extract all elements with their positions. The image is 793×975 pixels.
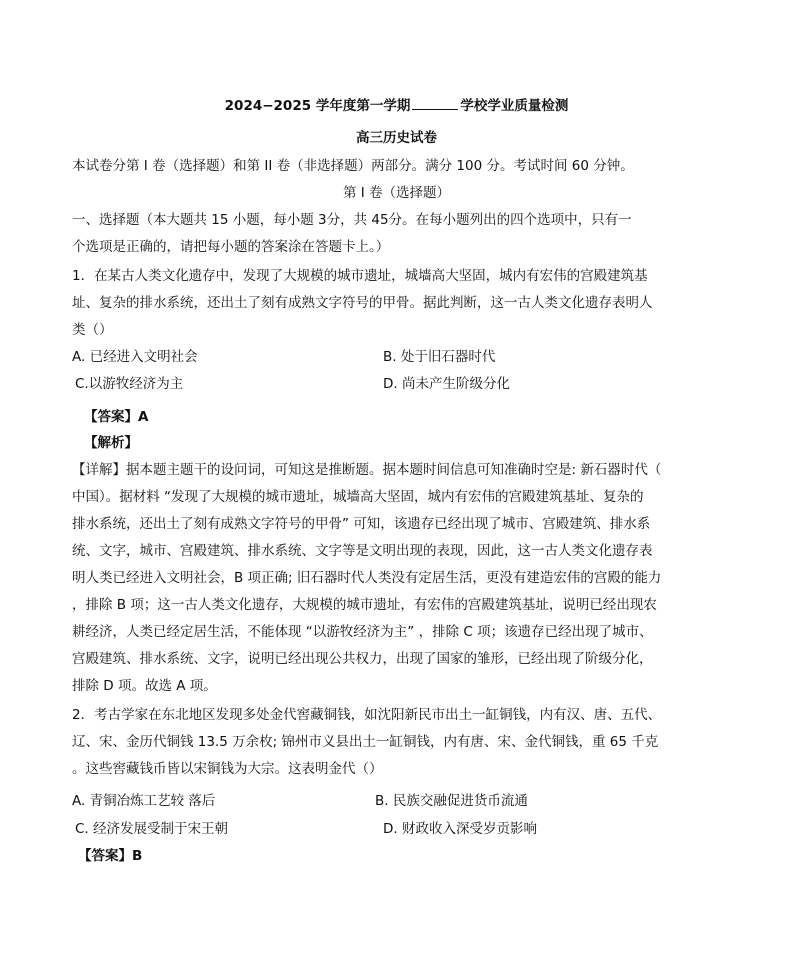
analysis-line: 宫殿建筑、排水系统、文字，说明已经出现公共权力，出现了国家的雏形，已经出现了阶级分化， xyxy=(72,651,653,667)
analysis-line: 明人类已经进入文明社会，B 项正确; 旧石器时代人类没有定居生活，更没有建造宏伟的宫殿的能力 xyxy=(72,570,662,586)
question-stem-line: 址、复杂的排水系统，还出土了刻有成熟文字符号的甲骨。据此判断，这一古人类文化遗存表明人 xyxy=(72,295,653,311)
option-d: D. 尚未产生阶级分化 xyxy=(383,376,510,392)
instruction-line: 一、选择题（本大题共 15 小题，每小题 3分，共 45分。在每小题列出的四个选项中，只有一 xyxy=(72,212,632,228)
page-title xyxy=(0,95,793,116)
option-b: B. 民族交融促进货币流通 xyxy=(375,793,528,809)
question-stem-line: 类（） xyxy=(72,322,113,338)
analysis-label: 【解析】 xyxy=(84,435,138,451)
question-stem-line: 2．考古学家在东北地区发现多处金代窖藏铜钱，如沈阳新民市出土一缸铜钱，内有汉、唐、五代、 xyxy=(72,707,662,723)
option-c: C. 经济发展受制于宋王朝 xyxy=(75,821,229,837)
option-a: A. 已经进入文明社会 xyxy=(72,349,198,365)
exam-intro: 本试卷分第 I 卷（选择题）和第 II 卷（非选择题）两部分。满分 100 分。考试时间 60 分钟。 xyxy=(72,158,634,174)
instruction-line: 个选项是正确的，请把每小题的答案涂在答题卡上。） xyxy=(72,239,390,255)
section-title: 第 I 卷（选择题） xyxy=(342,185,451,201)
analysis-line: 排除 D 项。故选 A 项。 xyxy=(72,678,217,694)
analysis-line: 中国）。据材料 “发现了大规模的城市遗址，城墙高大坚固，城内有宏伟的宫殿建筑基址、复杂的 xyxy=(72,489,644,505)
analysis-line: 【详解】据本题主题干的设问词，可知这是推断题。据本题时间信息可知准确时空是: 新石器时代（ xyxy=(72,462,662,478)
analysis-line: 耕经济，人类已经定居生活，不能体现 “以游牧经济为主” ，排除 C 项；该遗存已经出现了城市、 xyxy=(72,624,653,640)
option-b: B. 处于旧石器时代 xyxy=(383,349,496,365)
title-prefix: 2024−2025 学年度第一学期 xyxy=(224,98,411,114)
answer-label: 【答案】A xyxy=(84,409,149,425)
option-c: C.以游牧经济为主 xyxy=(75,376,184,392)
question-stem-line: 辽、宋、金历代铜钱 13.5 万余枚; 锦州市义县出土一缸铜钱，内有唐、宋、金代铜钱，重 65 千克 xyxy=(72,734,659,750)
answer-label: 【答案】B xyxy=(78,848,143,864)
page-subtitle: 高三历史试卷 xyxy=(356,130,437,146)
title-suffix: 学校学业质量检测 xyxy=(460,98,569,114)
question-stem-line: 1．在某古人类文化遗存中，发现了大规模的城市遗址，城墙高大坚固，城内有宏伟的宫殿建筑基 xyxy=(72,268,648,284)
question-stem-line: 。这些窖藏钱币皆以宋铜钱为大宗。这表明金代（） xyxy=(72,761,383,777)
analysis-line: 排水系统，还出土了刻有成熟文字符号的甲骨” 可知，该遗存已经出现了城市、宫殿建筑、排水系 xyxy=(72,516,651,532)
analysis-line: 统、文字，城市、宫殿建筑、排水系统、文字等是文明出现的表现，因此，这一古人类文化遗存表 xyxy=(72,543,653,559)
school-name-blank xyxy=(412,95,458,110)
option-a: A. 青铜冶炼工艺较 落后 xyxy=(72,793,216,809)
option-d: D. 财政收入深受岁贡影响 xyxy=(383,821,537,837)
analysis-line: ，排除 B 项；这一古人类文化遗存，大规模的城市遗址，有宏伟的宫殿建筑基址，说明已经出现农 xyxy=(72,597,657,613)
